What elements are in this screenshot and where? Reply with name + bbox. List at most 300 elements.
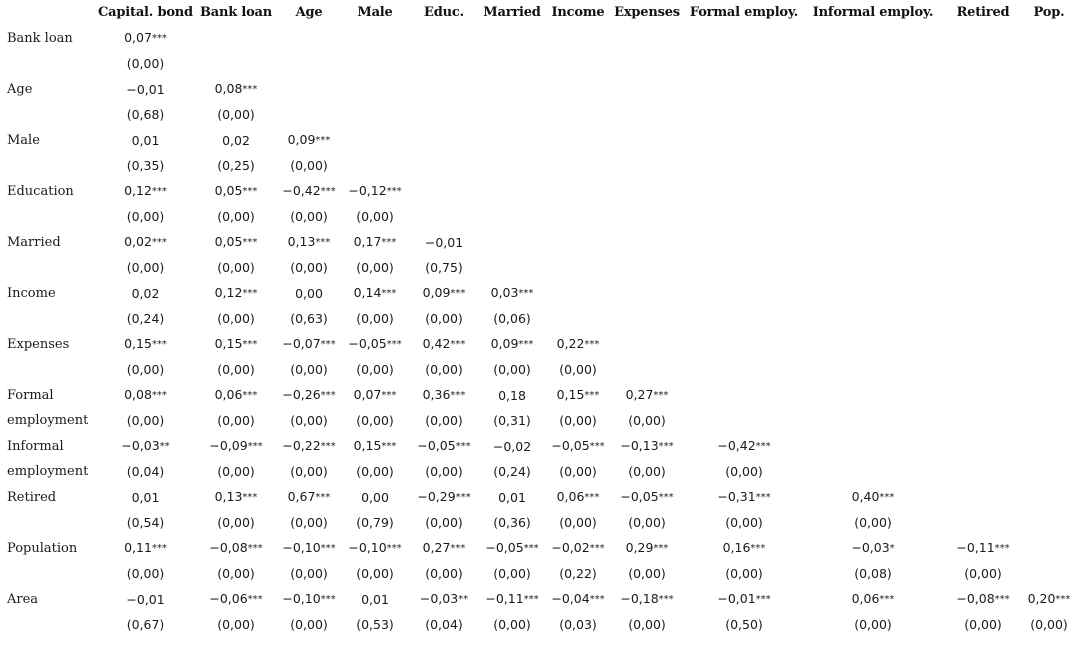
significance-stars: ***: [247, 441, 263, 452]
significance-stars: ***: [450, 288, 466, 299]
empty-cell: [408, 102, 480, 127]
empty-cell: [480, 153, 544, 178]
empty-cell: [1026, 102, 1072, 127]
correlation-coefficient-cell: [276, 229, 342, 255]
significance-stars: ***: [151, 186, 167, 197]
p-value-cell: (0,00): [356, 260, 394, 275]
empty-cell: [1026, 229, 1072, 255]
row-label: [0, 153, 95, 178]
empty-cell: [342, 127, 408, 153]
correlation-coefficient-cell: [95, 178, 196, 204]
significance-stars: ***: [589, 441, 605, 452]
p-value-cell: (0,24): [493, 464, 531, 479]
correlation-coefficient-cell: 0,00: [295, 285, 323, 301]
p-value-cell: (0,68): [126, 107, 165, 122]
coefficient-value: −0,02***: [551, 540, 605, 555]
coefficient-value: −0,31***: [717, 489, 771, 504]
row-label: Retired: [7, 489, 57, 505]
empty-cell: [544, 51, 612, 76]
pvalue-row: [0, 306, 1072, 331]
column-header: Income: [551, 5, 605, 20]
coefficient-value: 0,11***: [124, 540, 167, 555]
empty-cell: [480, 25, 544, 51]
significance-stars: ***: [755, 441, 771, 452]
column-header: Bank loan: [199, 5, 273, 20]
correlation-coefficient-cell: [544, 433, 612, 459]
coefficient-value: 0,20***: [1027, 591, 1071, 606]
significance-stars: ***: [450, 543, 466, 554]
coefficient-row: [0, 178, 1072, 204]
correlation-coefficient-cell: [544, 484, 612, 510]
correlation-coefficient-cell: [95, 331, 196, 357]
p-value-cell: (0,00): [628, 566, 666, 581]
empty-cell: [806, 102, 940, 127]
significance-stars: ***: [653, 390, 669, 401]
empty-cell: [940, 25, 1026, 51]
empty-cell: [682, 255, 806, 280]
significance-stars: ***: [242, 186, 258, 197]
coefficient-value: 0,07***: [124, 30, 167, 45]
empty-cell: [544, 306, 612, 331]
empty-cell: [682, 204, 806, 229]
coefficient-value: −0,12***: [348, 183, 402, 198]
p-value-cell: (0,04): [425, 617, 463, 632]
p-value-cell: (0,00): [425, 362, 463, 377]
significance-stars: **: [159, 441, 170, 452]
coefficient-value: 0,13***: [214, 489, 258, 504]
empty-cell: [342, 153, 408, 178]
significance-stars: ***: [381, 237, 397, 248]
correlation-coefficient-cell: [342, 331, 408, 357]
empty-cell: [612, 25, 682, 51]
p-value-cell: (0,00): [356, 566, 394, 581]
p-value-cell: (0,06): [493, 311, 531, 326]
significance-stars: ***: [584, 339, 600, 350]
row-label: [0, 612, 95, 637]
p-value-cell: (0,00): [854, 617, 892, 632]
correlation-coefficient-cell: [940, 535, 1026, 561]
empty-cell: [612, 357, 682, 382]
p-value-cell: (0,00): [126, 209, 165, 224]
empty-cell: [940, 459, 1026, 484]
row-label: Formal: [7, 387, 54, 403]
row-label: [0, 51, 95, 76]
p-value-cell: (0,00): [290, 617, 328, 632]
empty-cell: [682, 382, 806, 408]
p-value-cell: (0,00): [126, 413, 165, 428]
p-value-cell: (0,22): [559, 566, 597, 581]
significance-stars: ***: [658, 441, 674, 452]
significance-stars: ***: [523, 543, 539, 554]
coefficient-value: −0,08***: [956, 591, 1010, 606]
coefficient-row: [0, 433, 1072, 459]
significance-stars: ***: [242, 492, 258, 503]
coefficient-value: 0,06***: [851, 591, 895, 606]
row-label: Age: [7, 81, 33, 97]
correlation-coefficient-cell: [408, 484, 480, 510]
correlation-coefficient-cell: [544, 586, 612, 612]
correlation-coefficient-cell: [196, 178, 276, 204]
empty-cell: [612, 178, 682, 204]
p-value-cell: (0,00): [217, 260, 255, 275]
empty-cell: [940, 433, 1026, 459]
coefficient-value: −0,09***: [209, 438, 263, 453]
empty-cell: [1026, 76, 1072, 102]
significance-stars: ***: [320, 594, 336, 605]
coefficient-row: [0, 127, 1072, 153]
row-label: Informal: [7, 438, 64, 454]
row-label: Bank loan: [7, 30, 73, 46]
coefficient-row: [0, 331, 1072, 357]
coefficient-value: 0,40***: [851, 489, 895, 504]
significance-stars: ***: [151, 390, 167, 401]
coefficient-value: 0,27***: [625, 387, 669, 402]
p-value-cell: (0,00): [628, 464, 666, 479]
significance-stars: ***: [518, 288, 534, 299]
correlation-coefficient-cell: [276, 178, 342, 204]
p-value-cell: (0,00): [290, 566, 328, 581]
coefficient-value: 0,06***: [214, 387, 258, 402]
empty-cell: [480, 76, 544, 102]
empty-cell: [806, 459, 940, 484]
coefficient-value: −0,03**: [121, 438, 170, 453]
empty-cell: [1026, 459, 1072, 484]
coefficient-value: −0,05***: [620, 489, 674, 504]
significance-stars: ***: [242, 339, 258, 350]
correlation-coefficient-cell: [408, 280, 480, 306]
empty-cell: [940, 127, 1026, 153]
empty-cell: [544, 280, 612, 306]
empty-cell: [806, 229, 940, 255]
correlation-coefficient-cell: 0,02: [222, 132, 250, 148]
coefficient-value: 0,15***: [556, 387, 600, 402]
empty-cell: [408, 76, 480, 102]
p-value-cell: (0,00): [126, 260, 165, 275]
p-value-cell: (0,00): [725, 464, 763, 479]
p-value-cell: (0,00): [493, 566, 531, 581]
header-row: [0, 0, 1072, 25]
coefficient-value: 0,29***: [625, 540, 669, 555]
empty-cell: [196, 25, 276, 51]
empty-cell: [940, 484, 1026, 510]
empty-cell: [1026, 280, 1072, 306]
coefficient-value: −0,10***: [282, 540, 336, 555]
row-label: Expenses: [7, 336, 70, 352]
pvalue-row: [0, 153, 1072, 178]
p-value-cell: (0,00): [217, 617, 255, 632]
correlation-coefficient-cell: [480, 280, 544, 306]
coefficient-value: 0,08***: [214, 81, 258, 96]
p-value-cell: (0,00): [425, 464, 463, 479]
coefficient-value: 0,14***: [353, 285, 397, 300]
coefficient-row: [0, 484, 1072, 510]
correlation-coefficient-cell: [196, 586, 276, 612]
column-header: Informal employ.: [812, 5, 934, 20]
empty-cell: [940, 51, 1026, 76]
correlation-coefficient-cell: 0,18: [498, 387, 526, 403]
correlation-coefficient-cell: [612, 586, 682, 612]
p-value-cell: (0,00): [290, 413, 328, 428]
significance-stars: ***: [879, 492, 895, 503]
empty-cell: [806, 153, 940, 178]
coefficient-value: −0,10***: [348, 540, 402, 555]
correlation-coefficient-cell: 0,01: [498, 489, 526, 505]
empty-cell: [940, 102, 1026, 127]
empty-cell: [544, 204, 612, 229]
correlation-coefficient-cell: −0,02: [492, 438, 532, 454]
empty-cell: [806, 25, 940, 51]
p-value-cell: (0,00): [356, 413, 394, 428]
significance-stars: ***: [386, 186, 402, 197]
coefficient-row: [0, 382, 1072, 408]
column-header: Married: [483, 5, 541, 20]
p-value-cell: (0,50): [725, 617, 763, 632]
empty-cell: [612, 51, 682, 76]
p-value-cell: (0,00): [854, 515, 892, 530]
empty-cell: [806, 127, 940, 153]
empty-cell: [480, 178, 544, 204]
correlation-coefficient-cell: [408, 382, 480, 408]
correlation-coefficient-cell: [940, 586, 1026, 612]
significance-stars: ***: [658, 492, 674, 503]
p-value-cell: (0,00): [356, 209, 394, 224]
empty-cell: [940, 255, 1026, 280]
correlation-coefficient-cell: [196, 535, 276, 561]
correlation-coefficient-cell: [806, 535, 940, 561]
p-value-cell: (0,00): [425, 413, 463, 428]
correlation-coefficient-cell: [196, 484, 276, 510]
correlation-coefficient-cell: [806, 484, 940, 510]
coefficient-value: 0,12***: [124, 183, 167, 198]
significance-stars: ***: [320, 543, 336, 554]
empty-cell: [1026, 510, 1072, 535]
empty-cell: [940, 357, 1026, 382]
row-label: Male: [7, 132, 40, 148]
significance-stars: ***: [994, 543, 1010, 554]
empty-cell: [196, 51, 276, 76]
pvalue-row: [0, 51, 1072, 76]
empty-cell: [806, 331, 940, 357]
pvalue-row: [0, 255, 1072, 280]
p-value-cell: (0,00): [126, 362, 165, 377]
correlation-coefficient-cell: [95, 535, 196, 561]
row-label: Education: [7, 183, 74, 199]
p-value-cell: (0,00): [217, 311, 255, 326]
coefficient-value: 0,15***: [353, 438, 397, 453]
column-header: Age: [295, 5, 323, 20]
empty-cell: [806, 204, 940, 229]
coefficient-row: [0, 280, 1072, 306]
empty-cell: [612, 127, 682, 153]
row-label: Area: [7, 591, 39, 607]
p-value-cell: (0,00): [493, 617, 531, 632]
coefficient-value: −0,03**: [419, 591, 469, 606]
empty-cell: [408, 51, 480, 76]
p-value-cell: (0,31): [493, 413, 531, 428]
pvalue-row: [0, 357, 1072, 382]
empty-cell: [342, 76, 408, 102]
empty-cell: [1026, 178, 1072, 204]
correlation-coefficient-cell: [408, 433, 480, 459]
correlation-coefficient-cell: [276, 586, 342, 612]
significance-stars: ***: [750, 543, 766, 554]
empty-cell: [612, 102, 682, 127]
p-value-cell: (0,00): [628, 515, 666, 530]
significance-stars: ***: [320, 441, 336, 452]
empty-cell: [1026, 331, 1072, 357]
significance-stars: ***: [755, 492, 771, 503]
p-value-cell: (0,00): [725, 566, 763, 581]
coefficient-value: −0,11***: [485, 591, 539, 606]
empty-cell: [1026, 153, 1072, 178]
correlation-coefficient-cell: 0,01: [131, 489, 160, 505]
correlation-coefficient-cell: [342, 280, 408, 306]
empty-cell: [940, 229, 1026, 255]
p-value-cell: (0,00): [356, 362, 394, 377]
empty-cell: [544, 25, 612, 51]
p-value-cell: (0,00): [559, 515, 597, 530]
coefficient-value: 0,42***: [422, 336, 466, 351]
correlation-coefficient-cell: [196, 280, 276, 306]
correlation-coefficient-cell: [196, 76, 276, 102]
significance-stars: *: [889, 543, 895, 554]
significance-stars: ***: [320, 186, 336, 197]
p-value-cell: (0,00): [628, 617, 666, 632]
correlation-coefficient-cell: [276, 535, 342, 561]
correlation-coefficient-cell: [95, 433, 196, 459]
coefficient-value: −0,26***: [282, 387, 336, 402]
p-value-cell: (0,00): [493, 362, 531, 377]
empty-cell: [940, 510, 1026, 535]
column-header: Capital. bond: [98, 5, 193, 20]
coefficient-value: 0,15***: [124, 336, 167, 351]
empty-cell: [682, 306, 806, 331]
significance-stars: ***: [879, 594, 895, 605]
table-body: [0, 25, 1072, 637]
significance-stars: ***: [242, 237, 258, 248]
empty-cell: [276, 25, 342, 51]
empty-cell: [806, 255, 940, 280]
significance-stars: ***: [455, 492, 471, 503]
correlation-coefficient-cell: [1026, 586, 1072, 612]
significance-stars: ***: [584, 390, 600, 401]
p-value-cell: (0,00): [1030, 617, 1068, 632]
empty-cell: [940, 382, 1026, 408]
empty-cell: [682, 153, 806, 178]
p-value-cell: (0,00): [217, 107, 255, 122]
empty-cell: [612, 76, 682, 102]
coefficient-value: 0,22***: [556, 336, 600, 351]
significance-stars: ***: [386, 339, 402, 350]
p-value-cell: (0,00): [559, 362, 597, 377]
correlation-coefficient-cell: [682, 535, 806, 561]
pvalue-row: [0, 102, 1072, 127]
correlation-coefficient-cell: −0,01: [424, 234, 464, 250]
empty-cell: [1026, 535, 1072, 561]
coefficient-value: 0,13***: [287, 234, 331, 249]
coefficient-value: 0,17***: [353, 234, 397, 249]
empty-cell: [1026, 127, 1072, 153]
coefficient-value: 0,08***: [124, 387, 167, 402]
empty-cell: [940, 408, 1026, 433]
correlation-coefficient-cell: [342, 382, 408, 408]
correlation-coefficient-cell: [408, 331, 480, 357]
empty-cell: [1026, 204, 1072, 229]
coefficient-value: 0,12***: [214, 285, 258, 300]
column-header: Retired: [956, 5, 1010, 20]
correlation-coefficient-cell: [612, 484, 682, 510]
empty-cell: [682, 280, 806, 306]
correlation-coefficient-cell: −0,01: [126, 591, 165, 607]
empty-cell: [342, 102, 408, 127]
empty-cell: [408, 127, 480, 153]
empty-cell: [682, 331, 806, 357]
correlation-coefficient-cell: [196, 433, 276, 459]
coefficient-value: 0,05***: [214, 234, 258, 249]
empty-cell: [612, 204, 682, 229]
empty-cell: [682, 408, 806, 433]
row-label: [0, 561, 95, 586]
pvalue-row: [0, 561, 1072, 586]
p-value-cell: (0,00): [126, 566, 165, 581]
empty-cell: [1026, 484, 1072, 510]
coefficient-value: −0,05***: [485, 540, 539, 555]
empty-cell: [408, 25, 480, 51]
empty-cell: [940, 331, 1026, 357]
empty-cell: [408, 204, 480, 229]
coefficient-value: 0,02***: [124, 234, 167, 249]
row-label: [0, 204, 95, 229]
row-label: Married: [7, 234, 61, 250]
correlation-coefficient-cell: [544, 331, 612, 357]
significance-stars: ***: [523, 594, 539, 605]
correlation-coefficient-cell: [276, 484, 342, 510]
empty-cell: [544, 153, 612, 178]
coefficient-value: 0,06***: [556, 489, 600, 504]
empty-cell: [480, 102, 544, 127]
p-value-cell: (0,00): [356, 464, 394, 479]
empty-cell: [408, 178, 480, 204]
empty-cell: [806, 306, 940, 331]
correlation-coefficient-cell: [342, 433, 408, 459]
empty-cell: [682, 178, 806, 204]
significance-stars: ***: [381, 441, 397, 452]
row-label: employment: [7, 464, 89, 479]
pvalue-row: [0, 510, 1072, 535]
p-value-cell: (0,00): [217, 413, 255, 428]
coefficient-value: −0,29***: [417, 489, 471, 504]
coefficient-value: −0,42***: [282, 183, 336, 198]
empty-cell: [940, 280, 1026, 306]
coefficient-row: [0, 25, 1072, 51]
coefficient-value: −0,13***: [620, 438, 674, 453]
p-value-cell: (0,00): [425, 515, 463, 530]
correlation-coefficient-cell: [276, 331, 342, 357]
correlation-coefficient-cell: 0,01: [131, 132, 160, 148]
empty-cell: [1026, 255, 1072, 280]
pvalue-row: [0, 408, 1072, 433]
row-label: Income: [7, 285, 56, 301]
correlation-coefficient-cell: [276, 433, 342, 459]
p-value-cell: (0,54): [126, 515, 165, 530]
correlation-coefficient-cell: [480, 586, 544, 612]
coefficient-value: −0,10***: [282, 591, 336, 606]
p-value-cell: (0,67): [126, 617, 165, 632]
significance-stars: ***: [247, 594, 263, 605]
empty-cell: [544, 127, 612, 153]
p-value-cell: (0,00): [356, 311, 394, 326]
empty-cell: [940, 76, 1026, 102]
